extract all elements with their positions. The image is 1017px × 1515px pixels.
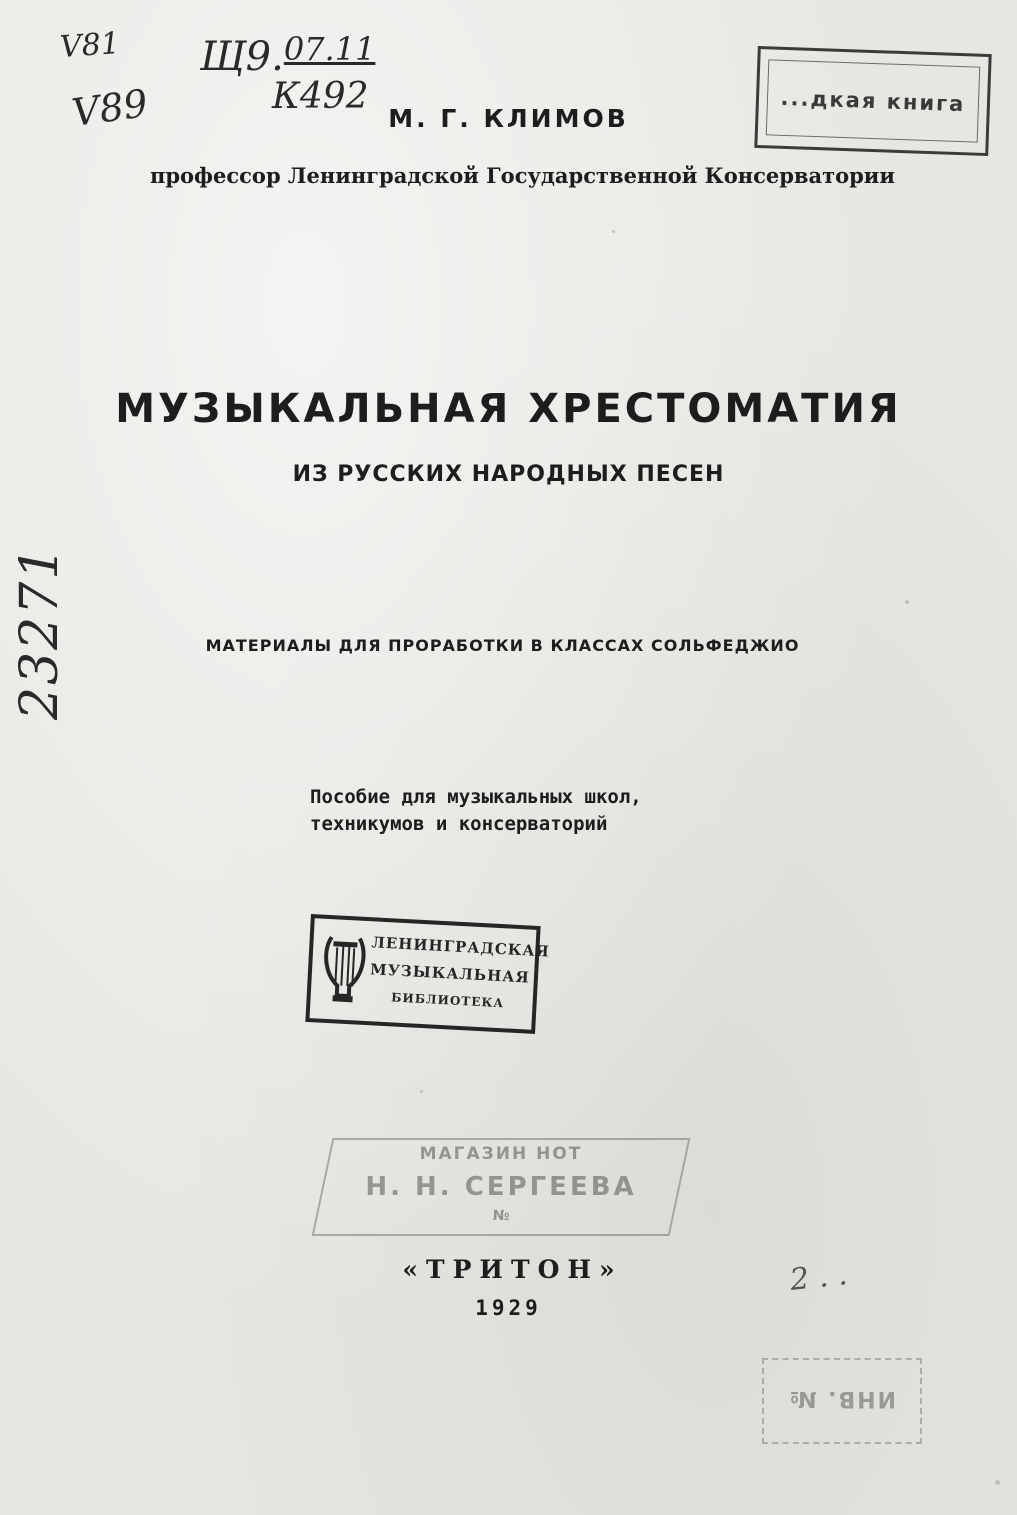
music-shop-stamp [322, 1138, 680, 1236]
book-title: МУЗЫКАЛЬНАЯ ХРЕСТОМАТИЯ [115, 386, 902, 432]
author-position: профессор Ленинградской Государственной Консерватории [150, 163, 895, 188]
handwritten-note-v89: V89 [69, 80, 151, 136]
publication-year: 1929 [475, 1296, 542, 1320]
purpose-line-2: техникумов и консерваторий [310, 813, 608, 835]
handwritten-scribble: 2 . . [788, 1257, 849, 1298]
call-number-prefix: Щ9. [200, 34, 284, 80]
handwritten-note-v81: V81 [58, 25, 121, 66]
purpose-line-1: Пособие для музыкальных школ, [310, 786, 642, 808]
paper-speck [612, 230, 615, 233]
call-number-fraction: 07.11 [283, 30, 376, 68]
music-shop-stamp-line-1: МАГАЗИН НОТ [419, 1144, 583, 1164]
purpose-block [310, 784, 642, 838]
author-name: М. Г. КЛИМОВ [388, 104, 629, 133]
paper-speck [420, 1090, 423, 1093]
inventory-stamp [762, 1358, 922, 1444]
music-shop-stamp-line-3: № [492, 1208, 510, 1224]
handwritten-inventory-number: 23271 [10, 544, 70, 720]
paper-speck [995, 1480, 1000, 1485]
lyre-icon [318, 929, 370, 1009]
library-stamp-line-3: БИБЛИОТЕКА [390, 990, 505, 1011]
rare-book-stamp-text: ...дкая книга [766, 59, 981, 142]
handwritten-call-number-bottom: К492 [272, 76, 369, 117]
paper-speck [905, 600, 909, 604]
handwritten-call-number-top [200, 30, 375, 80]
rare-book-stamp [754, 46, 991, 156]
materials-line: МАТЕРИАЛЫ ДЛЯ ПРОРАБОТКИ В КЛАССАХ СОЛЬФЕДЖИО [205, 636, 800, 655]
inventory-stamp-text: ИНВ. № [787, 1386, 897, 1411]
publisher: «ТРИТОН» [402, 1255, 623, 1284]
book-subtitle: ИЗ РУССКИХ НАРОДНЫХ ПЕСЕН [292, 462, 725, 487]
library-stamp-text [368, 929, 551, 1018]
library-stamp-line-2: МУЗЫКАЛЬНАЯ [369, 960, 531, 987]
music-shop-stamp-line-2: Н. Н. СЕРГЕЕВА [365, 1172, 637, 1202]
library-stamp-line-1: ЛЕНИНГРАДСКАЯ [371, 933, 551, 961]
library-stamp [305, 914, 551, 1034]
